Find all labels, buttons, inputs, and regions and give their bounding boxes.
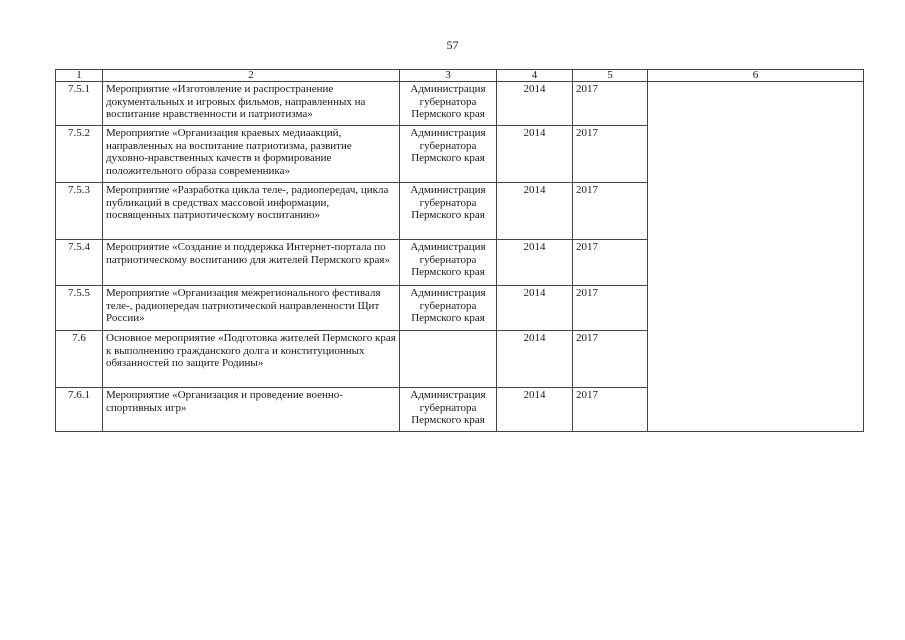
start-year: 2014	[497, 286, 573, 331]
executor: Администрация губернатора Пермского края	[400, 82, 497, 126]
end-year: 2017	[573, 286, 648, 331]
measure-text: Мероприятие «Организация краевых медиаакций, направленных на воспитание патриотизма, развитие духовно-нравственных качеств и формирование положительного образа современника»	[103, 126, 400, 183]
col-header-3: 3	[400, 70, 497, 82]
col-header-5: 5	[573, 70, 648, 82]
executor: Администрация губернатора Пермского края	[400, 183, 497, 240]
row-number: 7.5.1	[56, 82, 103, 126]
row-number: 7.5.4	[56, 240, 103, 286]
executor: Администрация губернатора Пермского края	[400, 126, 497, 183]
start-year: 2014	[497, 388, 573, 432]
executor: Администрация губернатора Пермского края	[400, 286, 497, 331]
measure-text: Основное мероприятие «Подготовка жителей Пермского края к выполнению гражданского долга и конституционных обязанностей по защите Родины»	[103, 331, 400, 388]
end-year: 2017	[573, 240, 648, 286]
start-year: 2014	[497, 126, 573, 183]
row-number: 7.6	[56, 331, 103, 388]
measure-text: Мероприятие «Организация межрегионального фестиваля теле-, радиопередач патриотической направленности Щит России»	[103, 286, 400, 331]
start-year: 2014	[497, 82, 573, 126]
table-row	[56, 82, 864, 126]
end-year: 2017	[573, 388, 648, 432]
row-number: 7.5.3	[56, 183, 103, 240]
page-number: 57	[446, 38, 459, 52]
col-header-1: 1	[56, 70, 103, 82]
header-row	[56, 70, 864, 82]
end-year: 2017	[573, 331, 648, 388]
column-6-cell	[648, 82, 864, 432]
col-header-4: 4	[497, 70, 573, 82]
end-year: 2017	[573, 126, 648, 183]
row-number: 7.6.1	[56, 388, 103, 432]
end-year: 2017	[573, 183, 648, 240]
col-header-2: 2	[103, 70, 400, 82]
start-year: 2014	[497, 331, 573, 388]
executor: Администрация губернатора Пермского края	[400, 388, 497, 432]
executor	[400, 331, 497, 388]
measures-table	[55, 69, 864, 432]
executor: Администрация губернатора Пермского края	[400, 240, 497, 286]
start-year: 2014	[497, 183, 573, 240]
start-year: 2014	[497, 240, 573, 286]
measure-text: Мероприятие «Разработка цикла теле-, радиопередач, цикла публикаций в средствах массовой информации, посвященных патриотическому воспитанию»	[103, 183, 400, 240]
col-header-6: 6	[648, 70, 864, 82]
row-number: 7.5.5	[56, 286, 103, 331]
row-number: 7.5.2	[56, 126, 103, 183]
measure-text: Мероприятие «Создание и поддержка Интернет-портала по патриотическому воспитанию для жителей Пермского края»	[103, 240, 400, 286]
end-year: 2017	[573, 82, 648, 126]
measure-text: Мероприятие «Организация и проведение военно-спортивных игр»	[103, 388, 400, 432]
measure-text: Мероприятие «Изготовление и распространение документальных и игровых фильмов, направленных на воспитание нравственности и патриотизма»	[103, 82, 400, 126]
